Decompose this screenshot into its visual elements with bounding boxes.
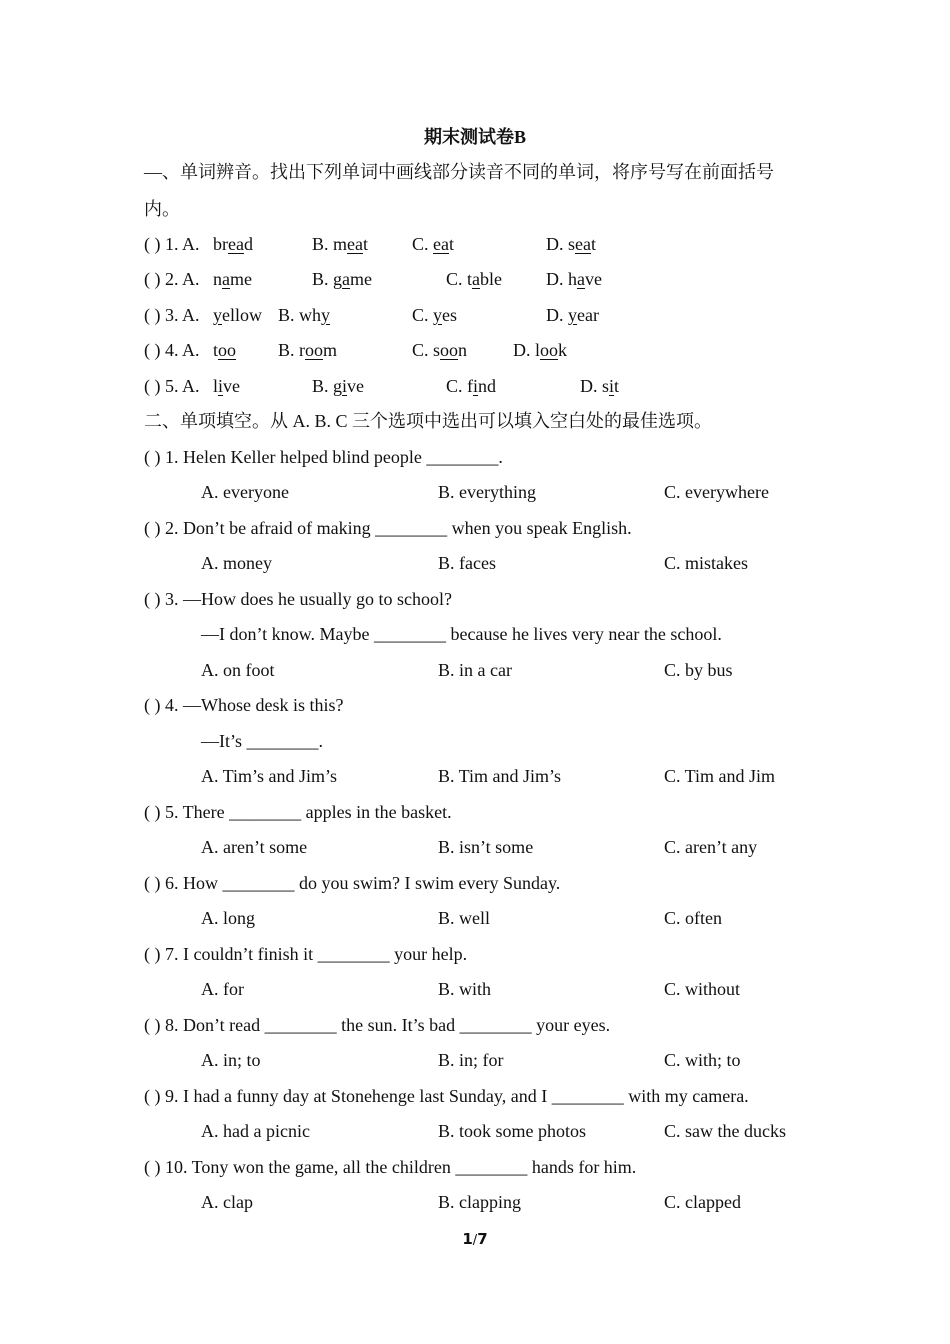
- page-number: [0, 1229, 950, 1251]
- option-d: D. sit: [580, 376, 620, 396]
- option-c: C. aren’t any: [664, 837, 758, 857]
- question-number: ( ) 1. A.: [144, 234, 200, 254]
- question-number: ( ) 3. A.: [144, 305, 200, 325]
- option-b: B. isn’t some: [438, 837, 534, 857]
- question-stem-cont: —I don’t know. Maybe ________ because he lives very near the school.: [201, 624, 722, 644]
- option-a: live: [213, 376, 241, 396]
- question-stem: ( ) 8. Don’t read ________ the sun. It’s bad ________ your eyes.: [144, 1015, 611, 1035]
- question-stem-cont: —It’s ________.: [201, 731, 324, 751]
- total-pages: 7: [477, 1230, 488, 1248]
- option-c: C. Tim and Jim: [664, 766, 776, 786]
- option-b: B. give: [312, 376, 365, 396]
- option-a: A. for: [201, 979, 244, 999]
- section1-instruction-cont: 内。: [144, 199, 180, 219]
- question-stem: ( ) 7. I couldn’t finish it ________ your help.: [144, 944, 468, 964]
- option-c: C. clapped: [664, 1192, 741, 1212]
- option-c: C. with; to: [664, 1050, 741, 1070]
- option-a: A. Tim’s and Jim’s: [201, 766, 338, 786]
- option-d: D. seat: [546, 234, 597, 254]
- question-stem: ( ) 1. Helen Keller helped blind people ________.: [144, 447, 503, 467]
- question-stem: ( ) 4. —Whose desk is this?: [144, 695, 344, 715]
- section2-instruction: 二、单项填空。从 A. B. C 三个选项中选出可以填入空白处的最佳选项。: [144, 411, 713, 431]
- option-c: C. eat: [412, 234, 455, 254]
- option-b: B. why: [278, 305, 331, 325]
- page-title: 期末测试卷B: [423, 127, 526, 147]
- section1-instruction: —、单词辨音。找出下列单词中画线部分读音不同的单词，将序号写在前面括号: [144, 162, 774, 182]
- question-stem: ( ) 10. Tony won the game, all the children ________ hands for him.: [144, 1157, 637, 1177]
- option-a: A. money: [201, 553, 272, 573]
- option-b: B. in a car: [438, 660, 512, 680]
- option-c: C. everywhere: [664, 482, 769, 502]
- option-d: D. year: [546, 305, 599, 325]
- option-c: C. without: [664, 979, 741, 999]
- page-separator: /: [472, 1233, 478, 1248]
- question-stem: ( ) 6. How ________ do you swim? I swim every Sunday.: [144, 873, 561, 893]
- option-b: B. in; for: [438, 1050, 504, 1070]
- question-number: ( ) 5. A.: [144, 376, 200, 396]
- option-c: C. yes: [412, 305, 458, 325]
- option-a: A. everyone: [201, 482, 289, 502]
- option-c: C. soon: [412, 340, 468, 360]
- option-a: too: [213, 340, 237, 360]
- option-a: A. aren’t some: [201, 837, 308, 857]
- option-b: B. meat: [312, 234, 369, 254]
- option-b: B. with: [438, 979, 492, 999]
- question-stem: ( ) 5. There ________ apples in the basket.: [144, 802, 452, 822]
- option-b: B. game: [312, 269, 373, 289]
- question-stem: ( ) 9. I had a funny day at Stonehenge last Sunday, and I ________ with my camera.: [144, 1086, 749, 1106]
- question-stem: ( ) 2. Don’t be afraid of making ________ when you speak English.: [144, 518, 632, 538]
- question-number: ( ) 4. A.: [144, 340, 200, 360]
- option-a: name: [213, 269, 252, 289]
- option-c: C. table: [446, 269, 503, 289]
- option-a: yellow: [213, 305, 262, 325]
- option-c: C. mistakes: [664, 553, 748, 573]
- option-b: B. faces: [438, 553, 496, 573]
- option-d: D. look: [513, 340, 567, 360]
- option-d: D. have: [546, 269, 602, 289]
- option-a: bread: [213, 234, 253, 254]
- option-c: C. find: [446, 376, 497, 396]
- question-number: ( ) 2. A.: [144, 269, 200, 289]
- option-a: A. clap: [201, 1192, 253, 1212]
- option-b: B. everything: [438, 482, 536, 502]
- option-b: B. took some photos: [438, 1121, 587, 1141]
- current-page: 1: [462, 1230, 473, 1248]
- question-stem: ( ) 3. —How does he usually go to school?: [144, 589, 452, 609]
- option-a: A. long: [201, 908, 255, 928]
- option-b: B. clapping: [438, 1192, 521, 1212]
- option-c: C. by bus: [664, 660, 733, 680]
- option-c: C. often: [664, 908, 722, 928]
- option-c: C. saw the ducks: [664, 1121, 786, 1141]
- option-b: B. room: [278, 340, 338, 360]
- option-a: A. in; to: [201, 1050, 261, 1070]
- option-b: B. well: [438, 908, 490, 928]
- option-a: A. on foot: [201, 660, 275, 680]
- option-a: A. had a picnic: [201, 1121, 310, 1141]
- option-b: B. Tim and Jim’s: [438, 766, 562, 786]
